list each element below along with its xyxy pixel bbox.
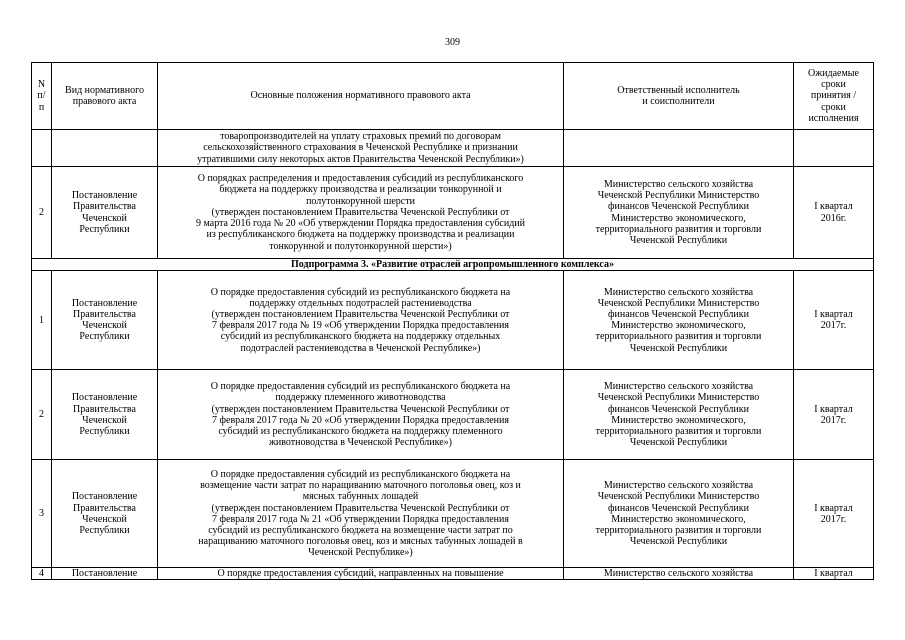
table-cell-content: О порядке предоставления субсидий из республиканского бюджета на возмещение части затрат по наращиванию маточного поголовья овец, коз и мясных табунных лошадей (утвержден постановлением Правительства Чеченской Республики от 7 февраля 2017 года № 21 «Об утверждении Порядка предоставления субсидий из республиканского бюджета на возмещение части затрат по наращиванию маточного поголовья овец, коз и мясных табунных лошадей в Чеченской Республике»): [158, 460, 564, 568]
table-cell-content: О порядке предоставления субсидий, направленных на повышение: [158, 568, 564, 580]
table-cell-number: 3: [32, 460, 52, 568]
table-row: [32, 167, 874, 259]
table-cell: [32, 130, 52, 167]
header-term: Ожидаемые сроки принятия / сроки исполнения: [794, 63, 874, 130]
header-number: N п/п: [32, 63, 52, 130]
table-cell-term: I квартал 2017г.: [794, 271, 874, 370]
table-cell-number: 2: [32, 167, 52, 259]
table-cell-act-type: Постановление Правительства Чеченской Республики: [52, 167, 158, 259]
table-cell-executor: Министерство сельского хозяйства Чеченской Республики Министерство финансов Чеченской Республики Министерство экономического, территориального развития и торговли Чеченской Республики: [564, 271, 794, 370]
table-cell-term: I квартал 2017г.: [794, 460, 874, 568]
table-cell-executor: Министерство сельского хозяйства: [564, 568, 794, 580]
table-cell-term: I квартал 2017г.: [794, 370, 874, 460]
table-cell-act-type: Постановление: [52, 568, 158, 580]
table-row: [32, 568, 874, 580]
program-table: [31, 62, 874, 580]
table-cell-term: I квартал: [794, 568, 874, 580]
subprogram-title: Подпрограмма 3. «Развитие отраслей агропромышленного комплекса»: [32, 259, 874, 271]
table-cell-number: 2: [32, 370, 52, 460]
table-cell-act-type: Постановление Правительства Чеченской Республики: [52, 370, 158, 460]
table-cell: [794, 130, 874, 167]
table-cell-number: 4: [32, 568, 52, 580]
table-row: [32, 460, 874, 568]
table-row: [32, 271, 874, 370]
table-cell-content: О порядках распределения и предоставления субсидий из республиканского бюджета на поддержку производства и реализации тонкорунной и полутонкорунной шерсти (утвержден постановлением Правительства Чеченской Республики от 9 марта 2016 года № 20 «Об утверждении Порядка предоставления субсидий из республиканского бюджета на поддержку производства и реализации тонкорунной и полутонкорунной шерсти»): [158, 167, 564, 259]
table-cell-content: О порядке предоставления субсидий из республиканского бюджета на поддержку племенного животноводства (утвержден постановлением Правительства Чеченской Республики от 7 февраля 2017 года № 20 «Об утверждении Порядка предоставления субсидий из республиканского бюджета на поддержку племенного животноводства в Чеченской Республике»): [158, 370, 564, 460]
table-cell-executor: Министерство сельского хозяйства Чеченской Республики Министерство финансов Чеченской Республики Министерство экономического, территориального развития и торговли Чеченской Республики: [564, 167, 794, 259]
table-cell-term: I квартал 2016г.: [794, 167, 874, 259]
subprogram-row: [32, 259, 874, 271]
table-cell-act-type: Постановление Правительства Чеченской Республики: [52, 271, 158, 370]
header-act-type: Вид нормативного правового акта: [52, 63, 158, 130]
table-row: [32, 370, 874, 460]
header-executor: Ответственный исполнитель и соисполнители: [564, 63, 794, 130]
table-cell-content: О порядке предоставления субсидий из республиканского бюджета на поддержку отдельных подотраслей растениеводства (утвержден постановлением Правительства Чеченской Республики от 7 февраля 2017 года № 19 «Об утверждении Порядка предоставления субсидий из республиканского бюджета на поддержку отдельных подотраслей растениеводства в Чеченской Республике»): [158, 271, 564, 370]
table-cell: [564, 130, 794, 167]
table-cell-number: 1: [32, 271, 52, 370]
table-cell-act-type: Постановление Правительства Чеченской Республики: [52, 460, 158, 568]
table-header-row: [32, 63, 874, 130]
table-cell-content: товаропроизводителей на уплату страховых премий по договорам сельскохозяйственного страхования в Чеченской Республике и признании утратившими силу некоторых актов Правительства Чеченской Республики»): [158, 130, 564, 167]
table-cell-executor: Министерство сельского хозяйства Чеченской Республики Министерство финансов Чеченской Республики Министерство экономического, территориального развития и торговли Чеченской Республики: [564, 370, 794, 460]
table-row: [32, 130, 874, 167]
table-cell: [52, 130, 158, 167]
header-content: Основные положения нормативного правового акта: [158, 63, 564, 130]
table-cell-executor: Министерство сельского хозяйства Чеченской Республики Министерство финансов Чеченской Республики Министерство экономического, территориального развития и торговли Чеченской Республики: [564, 460, 794, 568]
page-number: 309: [445, 37, 460, 48]
